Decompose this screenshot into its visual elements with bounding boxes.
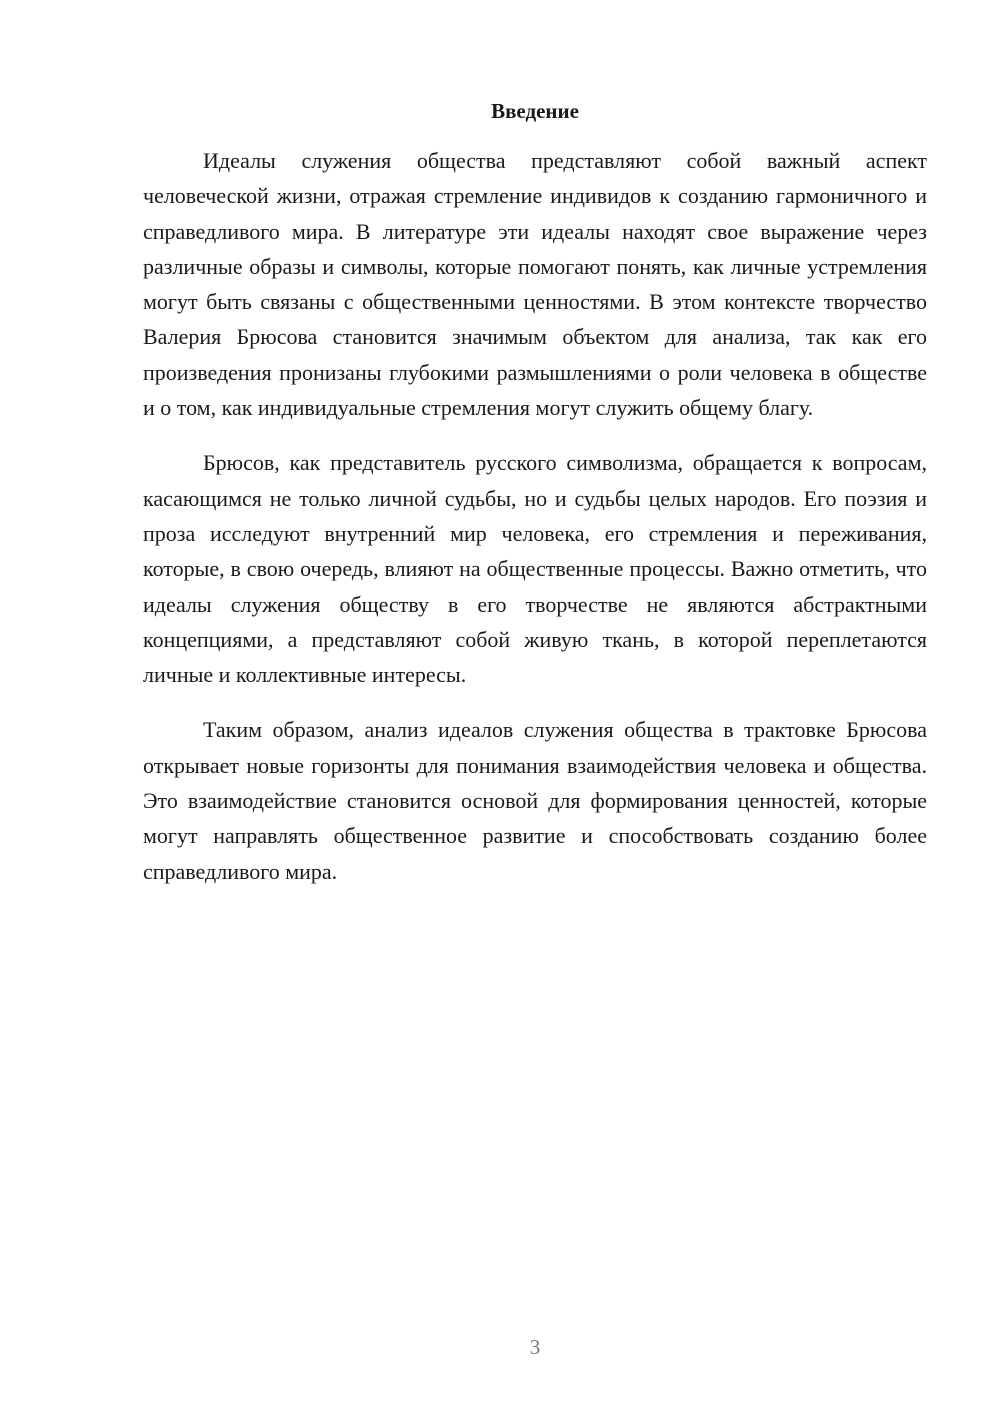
paragraph-3: Таким образом, анализ идеалов служения общества в трактовке Брюсова открывает новые горизонты для понимания взаимодействия человека и общества. Это взаимодействие становится основой для формирования ценностей, которые могут направлять общественное развитие и способствовать созданию более справедливого мира. (143, 717, 927, 884)
paragraph-2: Брюсов, как представитель русского символизма, обращается к вопросам, касающимся не только личной судьбы, но и судьбы целых народов. Его поэзия и проза исследуют внутренний мир человека, его стремления и переживания, которые, в свою очередь, влияют на общественные процессы. Важно отметить, что идеалы служения обществу в его творчестве не являются абстрактными концепциями, а представляют собой живую ткань, в которой переплетаются личные и коллективные интересы. (143, 450, 927, 688)
section-heading: Введение (491, 99, 579, 123)
page-number: 3 (529, 1335, 541, 1359)
paragraph-1: Идеалы служения общества представляют собой важный аспект человеческой жизни, отражая стремление индивидов к созданию гармоничного и справедливого мира. В литературе эти идеалы находят свое выражение через различные образы и символы, которые помогают понять, как личные устремления могут быть связаны с общественными ценностями. В этом контексте творчество Валерия Брюсова становится значимым объектом для анализа, так как его произведения пронизаны глубокими размышлениями о роли человека в обществе и о том, как индивидуальные стремления могут служить общему благу. (143, 148, 927, 421)
body-text (143, 143, 927, 909)
